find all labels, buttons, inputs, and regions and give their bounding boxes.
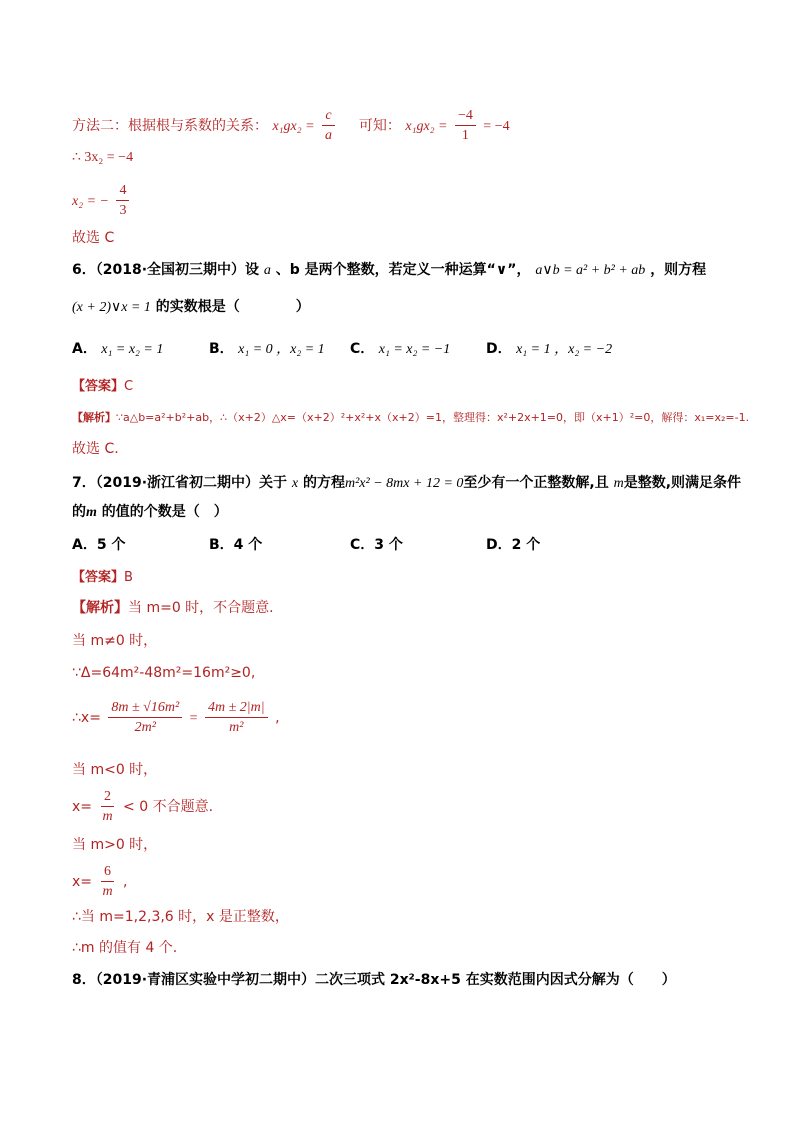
q7-analysis-4 (72, 700, 280, 736)
fraction-4-over-3 (116, 183, 129, 219)
q6-equation: (x + 2)∨x = 1 (72, 300, 151, 315)
q6-option-b[interactable]: B． x₁ = 0 ，x₂ = 1 (209, 341, 325, 357)
fraction-numerator: 4m ± 2|m| (205, 700, 268, 718)
q7-mid2: 至少有一个正整数解,且 (463, 475, 609, 491)
equals-sign: = (189, 710, 198, 726)
q7-var-x: x (291, 476, 299, 491)
fraction-numerator: 2 (101, 789, 114, 807)
q7-equation: m²x² − 8mx + 12 = 0 (345, 476, 464, 491)
known-label: 可知： (358, 117, 401, 134)
analysis-text: ∵a△b=a²+b²+ab，∴（x+2）△x=（x+2）²+x²+x（x+2）=1，整理得：x²+2x+1=0，即（x+1）²=0，解得：x₁=x₂=-1. (116, 411, 750, 424)
q7-analysis-8 (72, 864, 128, 900)
answer-tag: 【答案】 (72, 570, 125, 585)
fraction-denominator: m (102, 884, 113, 900)
fraction-simplified (205, 700, 268, 736)
comma: , (275, 709, 280, 726)
fraction-denominator: 3 (119, 203, 127, 219)
step-3x2: ∴ 3x₂ = −4 (72, 150, 134, 165)
q7-line2 (72, 505, 228, 520)
x2-lhs: x₂ = − (72, 193, 109, 209)
q7-option-b[interactable]: B．4 个 (209, 537, 263, 553)
answer-value: C (124, 379, 134, 394)
q7-analysis-10: ∴m 的值有 4 个. (72, 940, 178, 956)
q6-tail: ，则方程 (650, 262, 707, 278)
q6-option-a[interactable]: A． x₁ = x₂ = 1 (72, 341, 164, 357)
q6-line2 (72, 300, 310, 315)
method2-label: 方法二：根据根与系数的关系： (72, 117, 268, 134)
fraction-denominator: m² (229, 720, 244, 736)
product-expression: x₁gx₂ = (272, 118, 315, 134)
q7-var-m: m (613, 476, 624, 491)
q6-head: 6．（2018·全国初三期中）设 (72, 262, 260, 278)
q6-answer (72, 380, 133, 393)
fraction-c-over-a (322, 108, 335, 144)
fraction-6-over-m (99, 864, 115, 900)
q7-option-d[interactable]: D．2 个 (486, 537, 541, 553)
q7-analysis-1 (72, 601, 274, 615)
fraction-numerator: c (322, 108, 334, 126)
comma: , (123, 873, 128, 890)
x-lhs: x= (72, 873, 93, 890)
q8-question: 8．（2019·青浦区实验中学初二期中）二次三项式 2x²-8x+5 在实数范围内因式分解为（ ） (72, 972, 676, 988)
q6-mid: 、b 是两个整数，若定义一种运算“∨”， (275, 262, 531, 278)
analysis-tag: 【解析】 (72, 411, 116, 424)
analysis-text: 当 m=0 时，不合题意. (128, 600, 274, 616)
analysis-tag: 【解析】 (72, 600, 128, 616)
q7-line2-tail: 的值的个数是（ ） (101, 504, 228, 520)
step-x2-value (72, 183, 132, 219)
fraction-denominator: m (102, 809, 113, 825)
fraction-root-formula (108, 700, 182, 736)
x-lhs: x= (72, 798, 93, 815)
answer-tag: 【答案】 (72, 379, 125, 394)
q7-answer (72, 571, 133, 584)
q6-operation-def: a∨b = a² + b² + ab (535, 263, 646, 278)
fraction-denominator: a (325, 128, 333, 144)
q6-analysis (72, 412, 749, 423)
q7-analysis-6 (72, 789, 213, 825)
q7-option-a[interactable]: A．5 个 (72, 537, 126, 553)
method2-line (72, 108, 510, 144)
q6-option-c[interactable]: C． x₁ = x₂ = −1 (350, 341, 451, 357)
fraction-2-over-m (99, 789, 115, 825)
not-valid-text: < 0 不合题意. (123, 798, 214, 815)
q6-choose: 故选 C. (72, 441, 119, 457)
q7-analysis-5: 当 m<0 时， (72, 762, 158, 778)
fraction-numerator: 6 (101, 864, 114, 882)
q7-analysis-7: 当 m>0 时， (72, 837, 158, 853)
q7-analysis-2: 当 m≠0 时， (72, 633, 158, 649)
q6-option-d[interactable]: D． x₁ = 1 ，x₂ = −2 (486, 341, 613, 357)
q6-question: 的实数根是（ ） (155, 299, 310, 315)
q7-option-c[interactable]: C．3 个 (350, 537, 403, 553)
q7-tail: 是整数,则满足条件 (623, 475, 742, 491)
q7-head: 7．（2019·浙江省初二期中）关于 (72, 475, 288, 491)
x-lhs: ∴x= (72, 709, 101, 726)
fraction-numerator: 8m ± √16m² (108, 700, 182, 718)
fraction-denominator: 1 (461, 128, 469, 144)
q6-var-a: a (263, 263, 271, 278)
q7-line2-var: m (86, 505, 97, 520)
q6-line1 (72, 263, 706, 278)
product-result: = −4 (483, 118, 510, 134)
choose-c-1: 故选 C (72, 230, 115, 246)
answer-value: B (124, 570, 133, 585)
q7-line1 (72, 476, 741, 491)
q7-line2-head: 的 (72, 504, 86, 520)
q7-mid: 的方程 (303, 475, 345, 491)
fraction-neg4-over-1 (455, 108, 476, 144)
q7-analysis-9: ∴当 m=1,2,3,6 时，x 是正整数， (72, 909, 289, 925)
q7-analysis-3: ∵Δ=64m²-48m²=16m²≥0, (72, 665, 256, 681)
fraction-denominator: 2m² (134, 720, 156, 736)
fraction-numerator: 4 (116, 183, 129, 201)
product-expression-2: x₁gx₂ = (405, 118, 448, 134)
fraction-numerator: −4 (455, 108, 476, 126)
